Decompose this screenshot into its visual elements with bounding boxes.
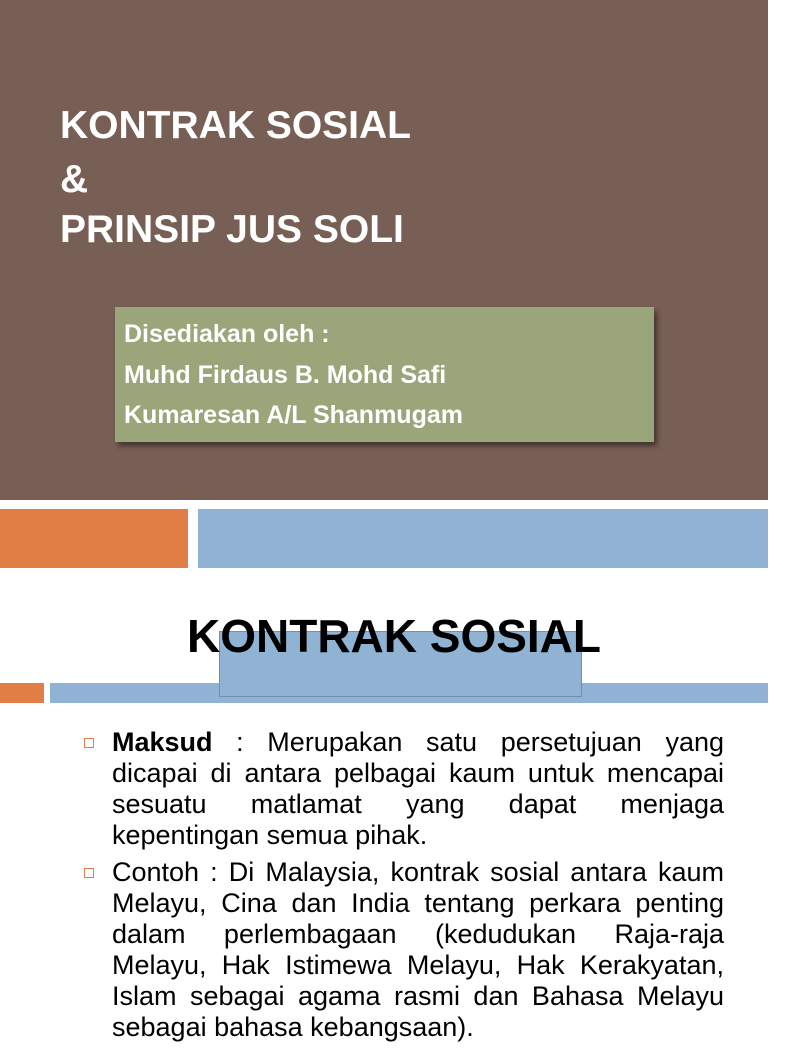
author-box <box>115 307 654 442</box>
bullet-body: : Merupakan satu persetujuan yang dicapai di antara pelbagai kaum untuk mencapai sesuatu matlamat yang dapat menjaga kepentingan semua pihak. <box>112 727 724 850</box>
bullet-item <box>84 727 724 851</box>
hollow-square-bullet-icon <box>84 868 94 878</box>
bullet-list <box>84 727 724 1049</box>
orange-accent-bar <box>0 509 188 568</box>
bullet-text <box>112 727 724 851</box>
blue-accent-bar <box>198 509 768 568</box>
bullet-body: Contoh : Di Malaysia, kontrak sosial antara kaum Melayu, Cina dan India tentang perkara penting dalam perlembagaan (kedudukan Raja-raja Melayu, Hak Istimewa Melayu, Hak Kerakyatan, Islam sebagai agama rasmi dan Bahasa Melayu sebagai bahasa kebangsaan). <box>112 857 724 1042</box>
title-line-1: KONTRAK SOSIAL <box>60 104 411 147</box>
hollow-square-bullet-icon <box>84 738 94 748</box>
author-heading: Disediakan oleh : <box>124 320 330 348</box>
thin-orange-accent-bar <box>0 683 44 703</box>
slide-title: KONTRAK SOSIAL <box>187 610 601 662</box>
author-name-2: Kumaresan A/L Shanmugam <box>124 401 463 429</box>
bullet-item <box>84 857 724 1043</box>
author-name-1: Muhd Firdaus B. Mohd Safi <box>124 361 447 389</box>
title-line-3: PRINSIP JUS SOLI <box>60 208 404 251</box>
bullet-term: Maksud <box>112 727 213 757</box>
title-line-2: & <box>60 158 89 201</box>
bullet-text <box>112 857 724 1043</box>
